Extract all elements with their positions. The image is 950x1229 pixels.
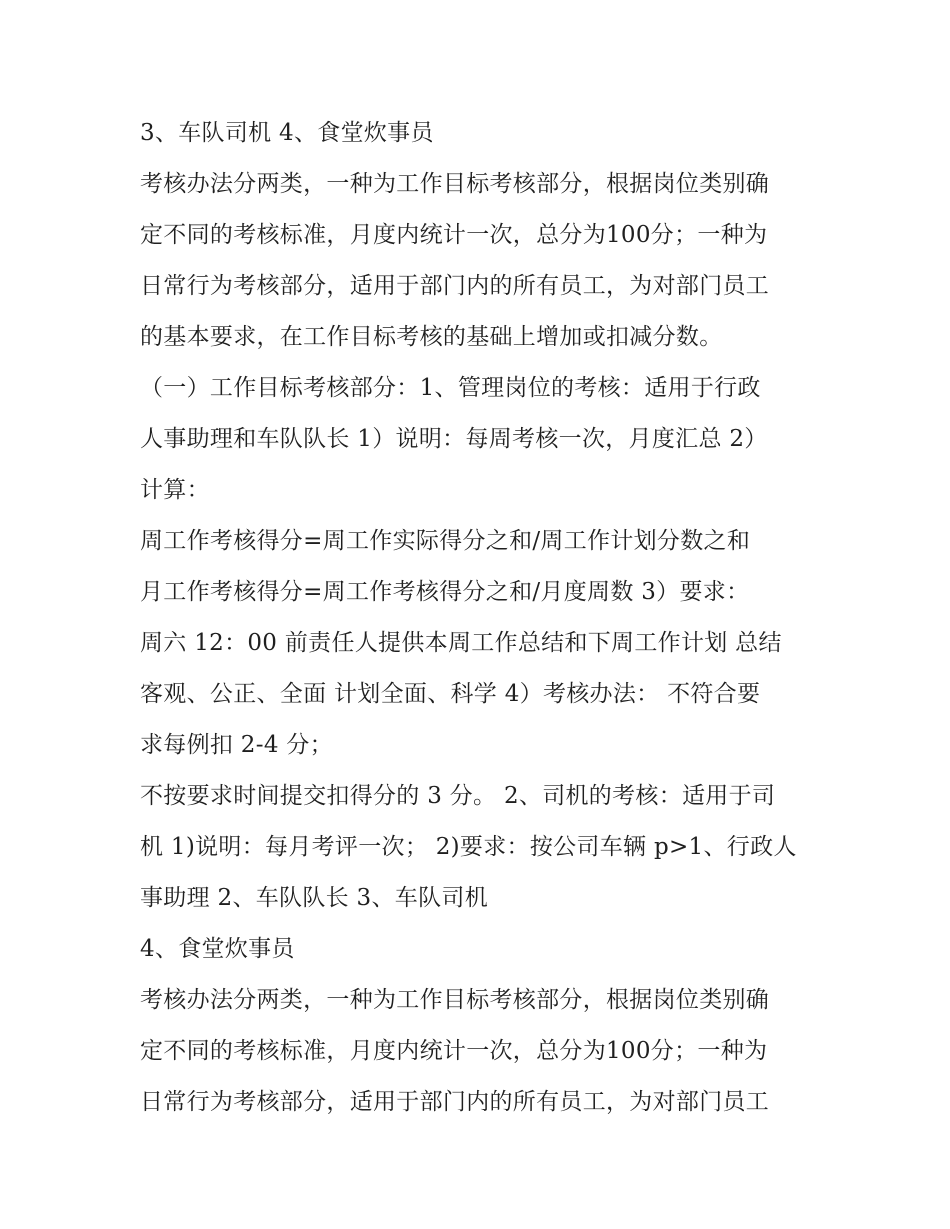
text-line: 周工作考核得分=周工作实际得分之和/周工作计划分数之和 — [140, 528, 751, 554]
text-line: 计算： — [140, 477, 210, 503]
text-line: 考核办法分两类，一种为工作目标考核部分，根据岗位类别确 — [140, 171, 770, 197]
text-line: 日常行为考核部分，适用于部门内的所有员工，为对部门员工 — [140, 273, 770, 299]
text-line: 周六 12：00 前责任人提供本周工作总结和下周工作计划 总结 — [140, 630, 782, 656]
text-line: 考核办法分两类，一种为工作目标考核部分，根据岗位类别确 — [140, 987, 770, 1013]
document-body — [140, 108, 830, 1128]
text-line: 人事助理和车队队长 1）说明：每周考核一次，月度汇总 2） — [140, 426, 768, 452]
text-line: 机 1)说明：每月考评一次； 2)要求：按公司车辆 p>1、行政人 — [140, 834, 797, 860]
text-line: 月工作考核得分=周工作考核得分之和/月度周数 3）要求： — [140, 579, 750, 605]
text-line: 不按要求时间提交扣得分的 3 分。 2、司机的考核：适用于司 — [140, 783, 776, 809]
text-line: 3、车队司机 4、食堂炊事员 — [140, 120, 434, 146]
text-line: （一）工作目标考核部分：1、管理岗位的考核：适用于行政 — [140, 375, 761, 401]
text-line: 客观、公正、全面 计划全面、科学 4）考核办法： 不符合要 — [140, 681, 761, 707]
text-line: 事助理 2、车队队长 3、车队司机 — [140, 885, 488, 911]
text-line: 定不同的考核标准，月度内统计一次，总分为100分；一种为 — [140, 222, 768, 248]
text-line: 的基本要求，在工作目标考核的基础上增加或扣减分数。 — [140, 324, 723, 350]
text-line: 日常行为考核部分，适用于部门内的所有员工，为对部门员工 — [140, 1089, 770, 1115]
text-line: 求每例扣 2-4 分； — [140, 732, 333, 758]
text-line: 4、食堂炊事员 — [140, 936, 295, 962]
text-line: 定不同的考核标准，月度内统计一次，总分为100分；一种为 — [140, 1038, 768, 1064]
